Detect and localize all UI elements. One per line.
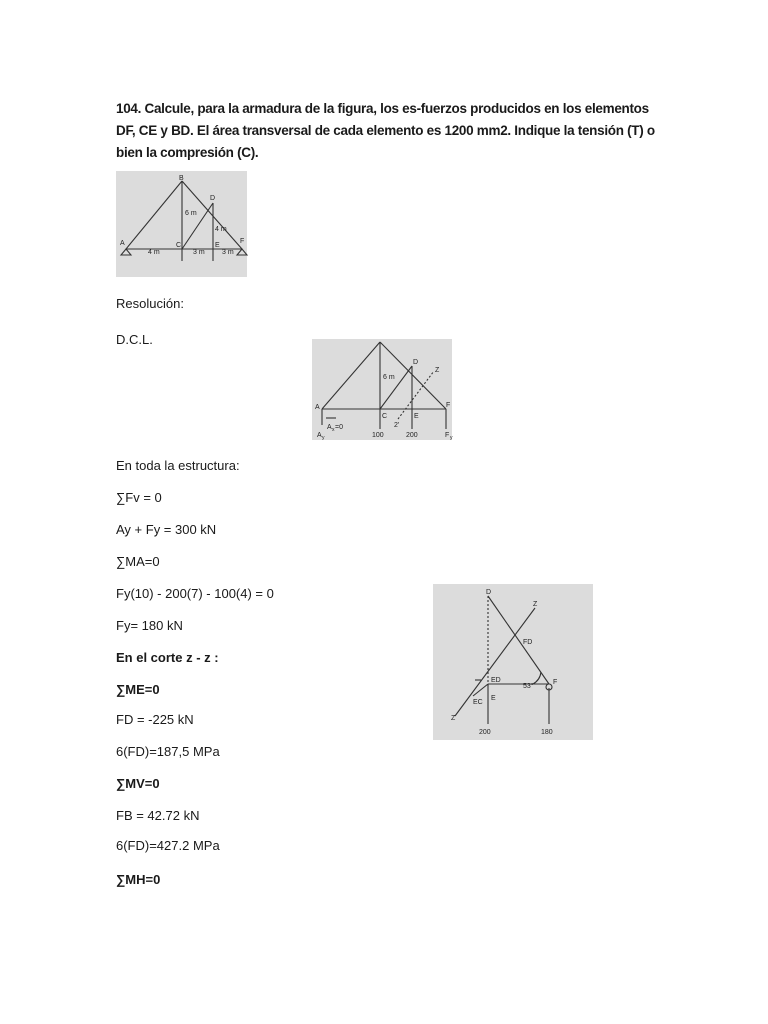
dcl-fy-label: F	[445, 432, 450, 439]
solution-line-3: Ay + Fy = 300 kN	[116, 522, 217, 537]
solution-line-8: ∑ME=0	[116, 682, 160, 697]
dcl-ax-sub: x	[332, 427, 335, 433]
dcl-ay-label: A	[317, 432, 322, 439]
sec-label-z-bottom: Z	[451, 715, 456, 722]
section-figure	[433, 584, 593, 740]
member-ab	[126, 181, 182, 249]
sec-label-d: D	[486, 589, 492, 596]
node-label-d: D	[210, 195, 216, 202]
solution-line-5: Fy(10) - 200(7) - 100(4) = 0	[116, 586, 274, 601]
solution-line-13: 6(FD)=427.2 MPa	[116, 838, 220, 853]
sec-member-ec	[473, 684, 488, 696]
sec-label-ed: ED	[491, 677, 501, 684]
dim-label-3m-b: 3 m	[222, 249, 234, 256]
resolucion-label: Resolución:	[116, 296, 184, 311]
sec-label-f: F	[553, 679, 558, 686]
sec-label-fd: FD	[523, 639, 533, 646]
solution-line-11: ∑MV=0	[116, 776, 160, 791]
sec-angle-arc	[533, 672, 541, 684]
solution-line-1: En toda la estructura:	[116, 458, 240, 473]
dcl-ax-label: A	[327, 424, 332, 431]
sec-label-180: 180	[541, 729, 553, 736]
support-f	[237, 249, 247, 255]
sec-label-200: 200	[479, 729, 491, 736]
dcl-dim-6m: 6 m	[383, 374, 395, 381]
dcl-load-200: 200	[406, 432, 418, 439]
dcl-member-ab	[322, 342, 380, 409]
sec-label-e: E	[491, 695, 496, 702]
dcl-ax-eq: =0	[335, 424, 343, 431]
solution-line-6: Fy= 180 kN	[116, 618, 183, 633]
sec-label-ec: EC	[473, 699, 483, 706]
dcl-label: D.C.L.	[116, 332, 153, 347]
dcl-drawing	[312, 339, 452, 440]
solution-line-14: ∑MH=0	[116, 872, 161, 887]
dcl-node-f: F	[446, 402, 451, 409]
node-label-f: F	[240, 238, 245, 245]
node-label-a: A	[120, 240, 125, 247]
support-a	[121, 249, 131, 255]
dcl-dim-2: 2'	[394, 422, 400, 429]
truss-figure	[116, 171, 247, 277]
solution-line-10: 6(FD)=187,5 MPa	[116, 744, 220, 759]
dcl-figure	[312, 339, 452, 440]
dim-label-6m: 6 m	[185, 210, 197, 217]
dcl-node-e: E	[414, 413, 419, 420]
node-label-c: C	[176, 242, 182, 249]
dcl-node-d: D	[413, 359, 419, 366]
solution-line-4: ∑MA=0	[116, 554, 160, 569]
solution-line-12: FB = 42.72 kN	[116, 808, 200, 823]
section-drawing	[433, 584, 593, 740]
dim-label-4m: 4 m	[148, 249, 160, 256]
solution-line-9: FD = -225 kN	[116, 712, 194, 727]
solution-line-7: En el corte z - z :	[116, 650, 219, 665]
sec-member-fd	[488, 596, 549, 684]
dcl-node-a: A	[315, 404, 320, 411]
dcl-node-c: C	[382, 413, 388, 420]
node-label-b: B	[179, 175, 184, 182]
dcl-ay-sub: y	[322, 435, 325, 441]
problem-statement: 104. Calcule, para la armadura de la figura, los es-fuerzos producidos en los elementos DF, CE y BD. El área transversal de cada elemento es 1200 mm2. Indique la tensión (T) o bien la compresión (C).	[116, 101, 655, 160]
dim-label-4m-vertical: 4 m	[215, 226, 227, 233]
sec-label-z-top: Z	[533, 601, 538, 608]
dcl-load-100: 100	[372, 432, 384, 439]
dcl-member-cd	[380, 366, 412, 409]
dcl-fy-sub: y	[450, 435, 453, 441]
sec-label-angle: 53°	[523, 683, 534, 690]
dim-label-3m-a: 3 m	[193, 249, 205, 256]
dcl-section-z: Z	[435, 367, 440, 374]
node-label-e: E	[215, 242, 220, 249]
truss-drawing	[116, 171, 247, 277]
solution-line-2: ∑Fv = 0	[116, 490, 162, 505]
